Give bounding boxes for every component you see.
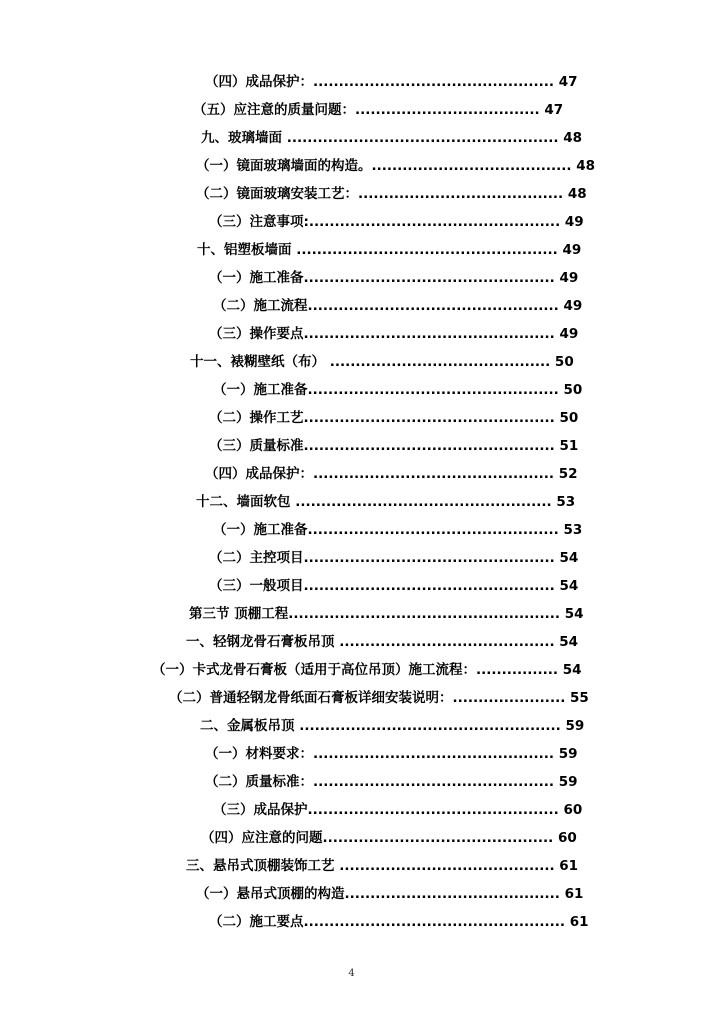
toc-entry: 十二、墙面软包 .................................................. 53 bbox=[196, 494, 576, 510]
toc-entry: （三）一般项目................................................. 54 bbox=[209, 578, 579, 594]
toc-entry: （二）施工要点................................................... 61 bbox=[209, 914, 589, 930]
toc-entry: （四）应注意的问题............................................. 60 bbox=[201, 830, 577, 846]
toc-entry: （二）普通轻钢龙骨纸面石膏板详细安装说明：...................... 55 bbox=[169, 690, 589, 706]
page-number: 4 bbox=[348, 968, 355, 979]
toc-entry: 二、金属板吊顶 ................................................... 59 bbox=[200, 718, 585, 734]
toc-entry: （一）卡式龙骨石膏板（适用于高位吊顶）施工流程：................ 54 bbox=[152, 662, 582, 678]
toc-entry: 三、悬吊式顶棚装饰工艺 .......................................... 61 bbox=[186, 858, 579, 874]
toc-entry: （二）主控项目................................................. 54 bbox=[209, 550, 579, 566]
toc-entry: （三）成品保护................................................. 60 bbox=[213, 802, 583, 818]
toc-entry: （一）材料要求：............................................... 59 bbox=[205, 746, 578, 762]
toc-entry: 十一、裱糊壁纸（布） ........................................... 50 bbox=[190, 354, 574, 370]
toc-entry: （一）施工准备................................................. 49 bbox=[209, 270, 579, 286]
toc-entry: （一）施工准备................................................. 53 bbox=[213, 522, 583, 538]
toc-entry: （三）质量标准................................................. 51 bbox=[209, 438, 579, 454]
toc-entry: （二）镜面玻璃安装工艺：........................................ 48 bbox=[196, 186, 587, 202]
toc-entry: （二）施工流程................................................. 49 bbox=[213, 298, 583, 314]
toc-entry: 九、玻璃墙面 ..................................................... 48 bbox=[201, 130, 582, 146]
toc-entry: （一）镜面玻璃墙面的构造。....................................... 48 bbox=[196, 158, 595, 174]
toc-entry: （二）质量标准：............................................... 59 bbox=[205, 774, 578, 790]
toc-entry: （四）成品保护：............................................... 52 bbox=[205, 466, 578, 482]
toc-entry: 第三节 顶棚工程..................................................... 54 bbox=[189, 606, 584, 622]
toc-entry: 一、轻钢龙骨石膏板吊顶 .......................................... 54 bbox=[186, 634, 579, 650]
toc-entry: （五）应注意的质量问题：.................................... 47 bbox=[193, 102, 564, 118]
toc-entry: （三）操作要点................................................. 49 bbox=[209, 326, 579, 342]
toc-entry: （一）悬吊式顶棚的构造.......................................... 61 bbox=[196, 886, 584, 902]
toc-entry: （四）成品保护：............................................... 47 bbox=[205, 74, 578, 90]
toc-entry: （三）注意事项:................................................. 49 bbox=[209, 214, 584, 230]
toc-entry: 十、铝塑板墙面 ................................................... 49 bbox=[197, 242, 582, 258]
toc-entry: （一）施工准备................................................. 50 bbox=[213, 382, 583, 398]
toc-entry: （二）操作工艺................................................. 50 bbox=[209, 410, 579, 426]
